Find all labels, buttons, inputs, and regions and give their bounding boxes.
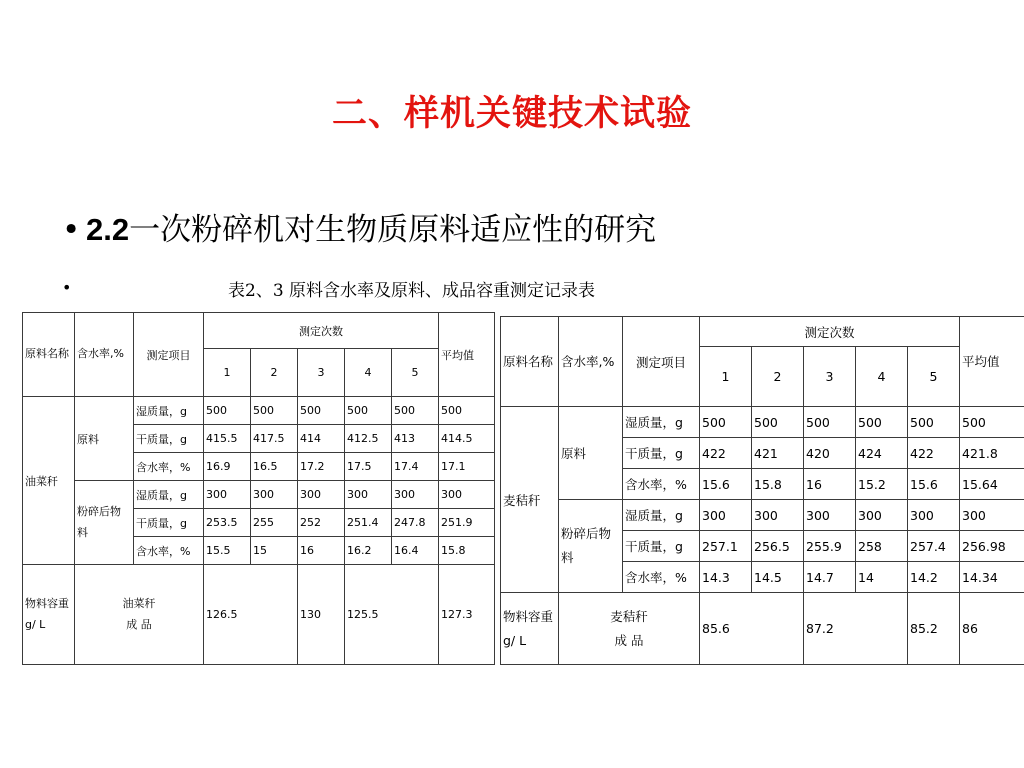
table-cell: 413 [392, 425, 439, 453]
table-cell: 300 [345, 481, 392, 509]
item-label: 含水率，% [623, 469, 700, 500]
table-cell: 300 [298, 481, 345, 509]
table-cell: 500 [752, 407, 804, 438]
table-cell: 415.5 [204, 425, 251, 453]
density-cell: 130 [298, 565, 345, 665]
density-item [559, 593, 700, 665]
table-cell: 17.2 [298, 453, 345, 481]
density-item-bottom: 成 品 [614, 632, 644, 648]
trial-4: 4 [856, 347, 908, 407]
table-cell: 257.1 [700, 531, 752, 562]
caption-bullet: • [62, 278, 72, 297]
table-cell: 422 [908, 438, 960, 469]
trial-3: 3 [804, 347, 856, 407]
table-cell: 252 [298, 509, 345, 537]
table-cell: 15.6 [700, 469, 752, 500]
table-cell: 14.2 [908, 562, 960, 593]
table-cell: 255 [251, 509, 298, 537]
table-cell: 300 [204, 481, 251, 509]
header-material: 原料名称 [501, 317, 559, 407]
table-cell: 258 [856, 531, 908, 562]
table-cell: 16.9 [204, 453, 251, 481]
density-average: 86 [960, 593, 1024, 665]
average-cell: 15.64 [960, 469, 1024, 500]
header-item: 测定项目 [623, 317, 700, 407]
header-moisture: 含水率,% [75, 313, 134, 397]
trial-4: 4 [345, 349, 392, 397]
table-cell: 500 [204, 397, 251, 425]
table-cell: 256.5 [752, 531, 804, 562]
table-cell: 420 [804, 438, 856, 469]
table-cell: 500 [908, 407, 960, 438]
trial-3: 3 [298, 349, 345, 397]
table-cell: 412.5 [345, 425, 392, 453]
group-name: 原料 [559, 407, 623, 500]
density-average: 127.3 [439, 565, 495, 665]
header-average: 平均值 [960, 317, 1024, 407]
density-item [75, 565, 204, 665]
section-number: 2.2 [86, 212, 130, 247]
table-cell: 16.4 [392, 537, 439, 565]
average-cell: 500 [960, 407, 1024, 438]
table-cell: 15.2 [856, 469, 908, 500]
average-cell: 14.34 [960, 562, 1024, 593]
table-cell: 15.5 [204, 537, 251, 565]
average-cell: 500 [439, 397, 495, 425]
section-text: 一次粉碎机对生物质原料适应性的研究 [129, 212, 657, 248]
trial-2: 2 [752, 347, 804, 407]
item-label: 含水率，% [134, 537, 204, 565]
density-item-bottom: 成 品 [126, 617, 152, 631]
density-cell: 87.2 [804, 593, 908, 665]
average-cell: 251.9 [439, 509, 495, 537]
table-cell: 16.5 [251, 453, 298, 481]
trial-1: 1 [204, 349, 251, 397]
table-cell: 257.4 [908, 531, 960, 562]
density-cell: 85.2 [908, 593, 960, 665]
item-label: 含水率，% [623, 562, 700, 593]
group-name: 粉碎后物料 [559, 500, 623, 593]
table-cell: 247.8 [392, 509, 439, 537]
density-label: 物料容重g/ L [501, 593, 559, 665]
item-label: 湿质量，g [623, 500, 700, 531]
table-cell: 14.7 [804, 562, 856, 593]
table-cell: 16 [298, 537, 345, 565]
group-name: 原料 [75, 397, 134, 481]
table-cell: 15.6 [908, 469, 960, 500]
table-cell: 255.9 [804, 531, 856, 562]
slide-title: 二、样机关键技术试验 [331, 93, 692, 134]
table-cell: 17.4 [392, 453, 439, 481]
item-label: 干质量，g [623, 438, 700, 469]
material-name: 麦秸秆 [501, 407, 559, 593]
table-cell: 414 [298, 425, 345, 453]
table-cell: 14.3 [700, 562, 752, 593]
bullet-marker: • [62, 212, 81, 248]
density-cell: 85.6 [700, 593, 804, 665]
table-cell: 500 [700, 407, 752, 438]
header-moisture: 含水率,% [559, 317, 623, 407]
density-cell: 125.5 [345, 565, 439, 665]
item-label: 干质量，g [623, 531, 700, 562]
table-cell: 300 [251, 481, 298, 509]
trial-5: 5 [392, 349, 439, 397]
trial-2: 2 [251, 349, 298, 397]
item-label: 干质量，g [134, 509, 204, 537]
header-item: 测定项目 [134, 313, 204, 397]
header-times: 测定次数 [700, 317, 960, 347]
table-cell: 300 [804, 500, 856, 531]
item-label: 含水率，% [134, 453, 204, 481]
average-cell: 414.5 [439, 425, 495, 453]
item-label: 湿质量，g [623, 407, 700, 438]
table-cell: 417.5 [251, 425, 298, 453]
table-cell: 500 [298, 397, 345, 425]
average-cell: 256.98 [960, 531, 1024, 562]
table-cell: 14 [856, 562, 908, 593]
header-average: 平均值 [439, 313, 495, 397]
table-cell: 500 [345, 397, 392, 425]
trial-1: 1 [700, 347, 752, 407]
average-cell: 15.8 [439, 537, 495, 565]
average-cell: 300 [960, 500, 1024, 531]
section-heading [62, 204, 656, 249]
table-cell: 422 [700, 438, 752, 469]
table-cell: 300 [752, 500, 804, 531]
material-name: 油菜秆 [23, 397, 75, 565]
table-cell: 300 [908, 500, 960, 531]
item-label: 湿质量，g [134, 481, 204, 509]
header-material: 原料名称 [23, 313, 75, 397]
item-label: 湿质量，g [134, 397, 204, 425]
table-cell: 500 [856, 407, 908, 438]
table-cell: 500 [804, 407, 856, 438]
table-cell: 253.5 [204, 509, 251, 537]
table-cell: 500 [392, 397, 439, 425]
table-cell: 17.5 [345, 453, 392, 481]
density-label: 物料容重g/ L [23, 565, 75, 665]
table-cell: 300 [700, 500, 752, 531]
group-name: 粉碎后物料 [75, 481, 134, 565]
header-times: 测定次数 [204, 313, 439, 349]
table-cell: 421 [752, 438, 804, 469]
trial-5: 5 [908, 347, 960, 407]
table-cell: 300 [392, 481, 439, 509]
average-cell: 300 [439, 481, 495, 509]
table-cell: 251.4 [345, 509, 392, 537]
wheat-straw-table [500, 316, 1024, 665]
table-cell: 500 [251, 397, 298, 425]
table-cell: 16.2 [345, 537, 392, 565]
rapeseed-straw-table [22, 312, 495, 665]
table-caption: 表2、3 原料含水率及原料、成品容重测定记录表 [228, 281, 596, 301]
table-cell: 14.5 [752, 562, 804, 593]
density-cell: 126.5 [204, 565, 298, 665]
table-cell: 15.8 [752, 469, 804, 500]
table-cell: 16 [804, 469, 856, 500]
average-cell: 17.1 [439, 453, 495, 481]
table-cell: 424 [856, 438, 908, 469]
average-cell: 421.8 [960, 438, 1024, 469]
table-cell: 300 [856, 500, 908, 531]
density-item-top: 麦秸秆 [610, 608, 648, 624]
table-cell: 15 [251, 537, 298, 565]
item-label: 干质量，g [134, 425, 204, 453]
density-item-top: 油菜秆 [122, 596, 156, 610]
